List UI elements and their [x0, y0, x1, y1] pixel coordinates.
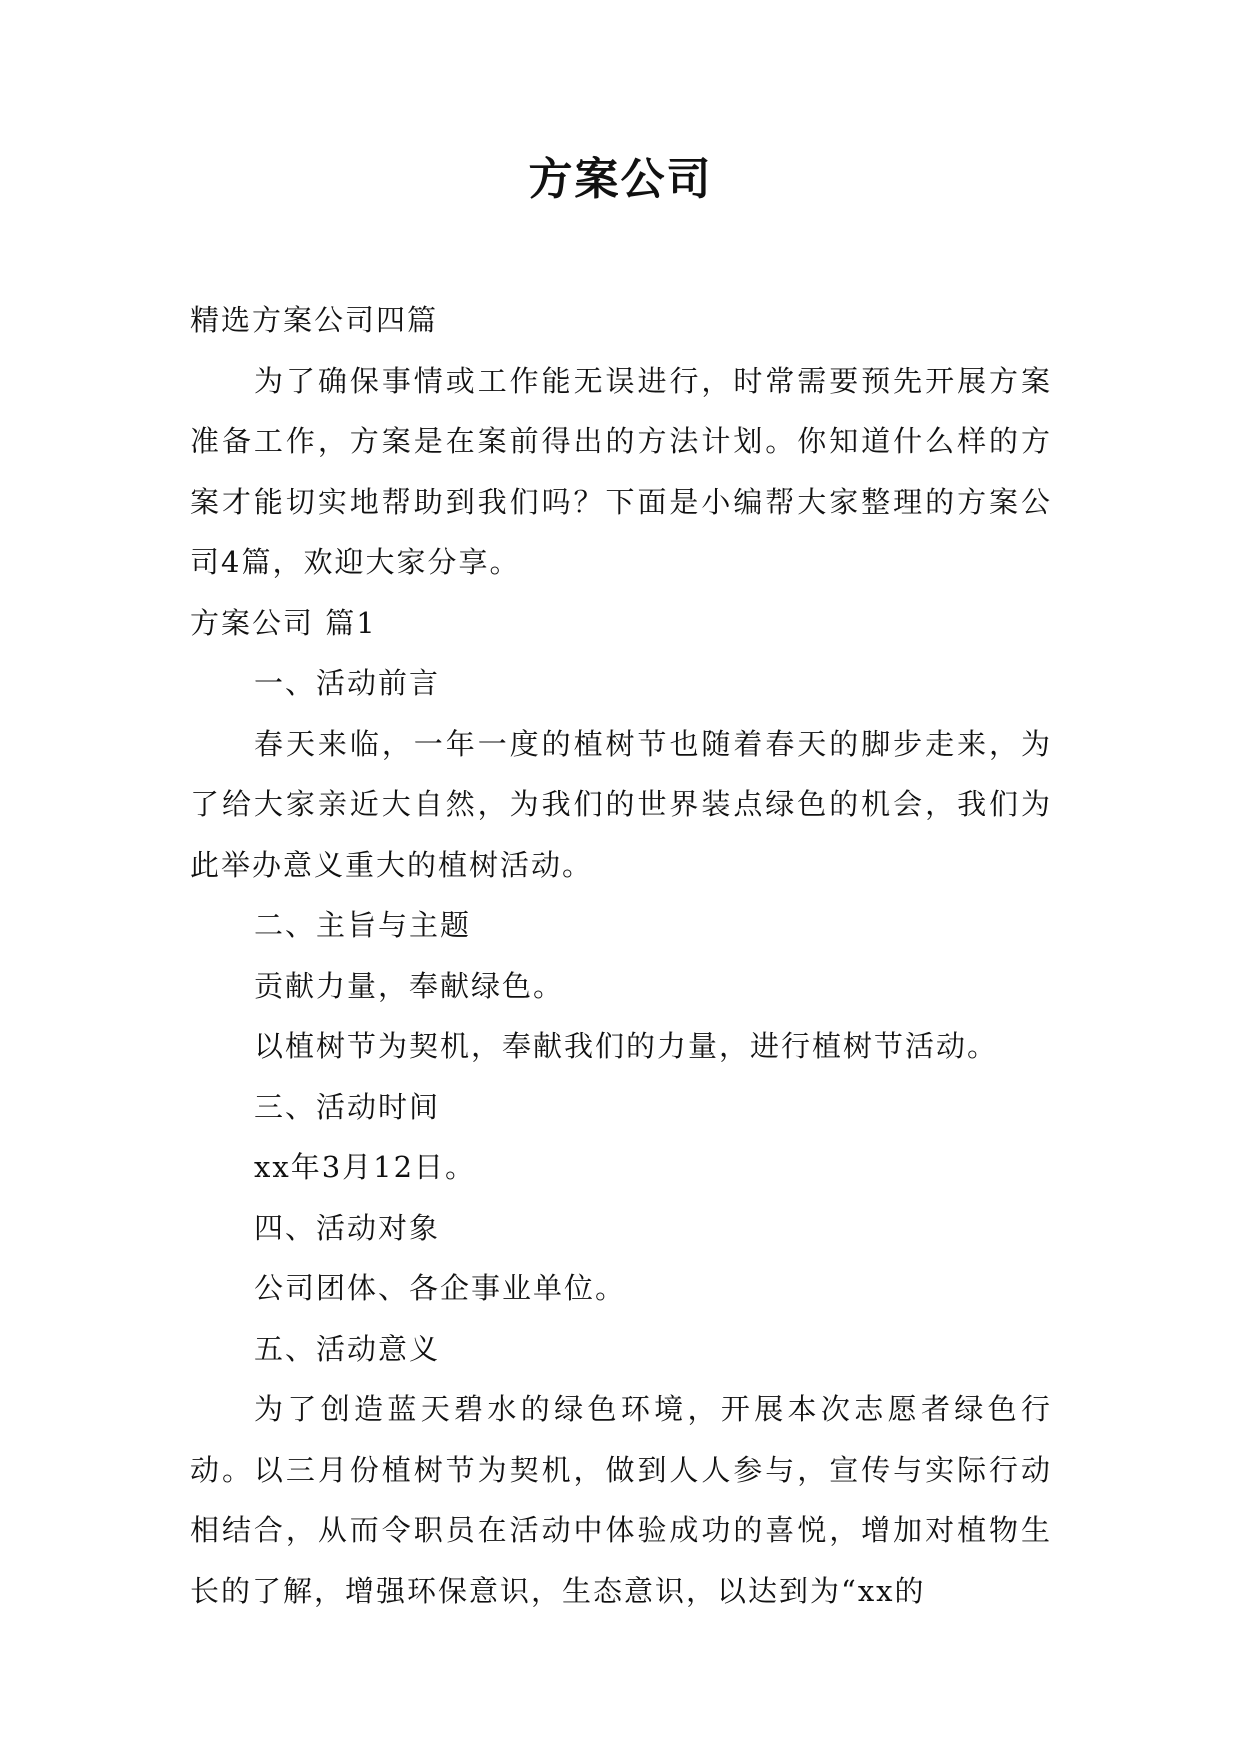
- subheading-audience: 四、活动对象: [254, 1210, 441, 1245]
- paragraph-audience: 公司团体、各企事业单位。: [254, 1271, 627, 1305]
- subheading-theme: 二、主旨与主题: [254, 908, 472, 942]
- paragraph-significance: 为了创造蓝天碧水的绿色环境，开展本次志愿者绿色行动。以三月份植树节为契机，做到人人参与，宣传与实际行动相结合，从而令职员在活动中体验成功的喜悦，增加对植物生长的了解，增强环保意识，生态意识，以达到为“xx的: [190, 1392, 1052, 1608]
- paragraph-theme-detail: 以植树节为契机，奉献我们的力量，进行植树节活动。: [254, 1029, 999, 1063]
- intro-heading: 精选方案公司四篇: [190, 303, 439, 337]
- document-title: 方案公司: [528, 154, 713, 205]
- paragraph-time: xx年3月12日。: [254, 1150, 477, 1184]
- subheading-time: 三、活动时间: [254, 1089, 441, 1124]
- intro-paragraph: 为了确保事情或工作能无误进行，时常需要预先开展方案准备工作，方案是在案前得出的方法计划。你知道什么样的方案才能切实地帮助到我们吗？下面是小编帮大家整理的方案公司4篇，欢迎大家分享。: [190, 363, 1052, 579]
- section-heading-part-1: 方案公司 篇1: [190, 605, 377, 640]
- paragraph-preface: 春天来临，一年一度的植树节也随着春天的脚步走来，为了给大家亲近大自然，为我们的世界装点绿色的机会，我们为此举办意义重大的植树活动。: [190, 726, 1052, 882]
- subheading-preface: 一、活动前言: [254, 666, 441, 700]
- paragraph-theme-slogan: 贡献力量，奉献绿色。: [254, 968, 565, 1003]
- document-body: [190, 290, 1052, 1621]
- subheading-significance: 五、活动意义: [254, 1331, 441, 1366]
